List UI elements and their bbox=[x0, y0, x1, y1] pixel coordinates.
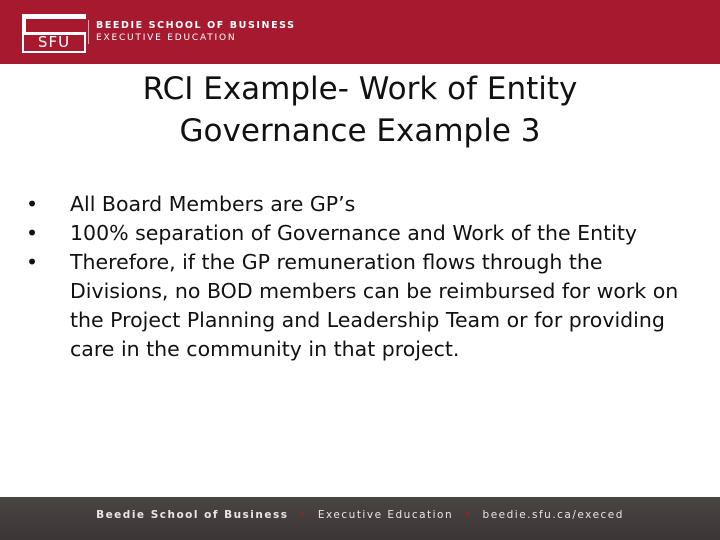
footer-text bbox=[0, 509, 720, 521]
title-line-1: RCI Example- Work of Entity bbox=[142, 71, 578, 107]
school-subtitle: EXECUTIVE EDUCATION bbox=[96, 33, 237, 43]
logo-divider bbox=[88, 20, 89, 44]
logo-accent bbox=[22, 19, 26, 32]
footer-bar bbox=[0, 497, 720, 540]
title-line-2: Governance Example 3 bbox=[179, 113, 541, 149]
bullet-text: Therefore, if the GP remuneration flows through the Divisions, no BOD members can be reimbursed for work on the Project Planning and Leadership Team or for providing care in the community in that project. bbox=[70, 250, 679, 361]
footer-url: beedie.sfu.ca/execed bbox=[482, 509, 624, 521]
school-name: BEEDIE SCHOOL OF BUSINESS bbox=[96, 20, 296, 31]
footer-separator: • bbox=[463, 509, 472, 521]
sfu-logo bbox=[22, 14, 86, 51]
bullet-dot: • bbox=[26, 250, 39, 274]
bullet-dot: • bbox=[26, 192, 39, 216]
logo-top-band bbox=[22, 19, 86, 32]
slide-title bbox=[60, 68, 660, 152]
footer-school: Beedie School of Business bbox=[96, 509, 289, 521]
bullet-dot: • bbox=[26, 221, 39, 245]
header-bar bbox=[0, 0, 720, 64]
bullet-item bbox=[26, 219, 686, 248]
bullet-text: All Board Members are GP’s bbox=[70, 192, 356, 216]
logo-text: SFU bbox=[37, 33, 71, 51]
footer-program: Executive Education bbox=[317, 509, 454, 521]
bullet-text: 100% separation of Governance and Work of the Entity bbox=[70, 221, 638, 245]
bullet-item bbox=[26, 248, 686, 364]
bullet-list bbox=[26, 190, 686, 364]
bullet-item bbox=[26, 190, 686, 219]
footer-separator: • bbox=[299, 509, 308, 521]
